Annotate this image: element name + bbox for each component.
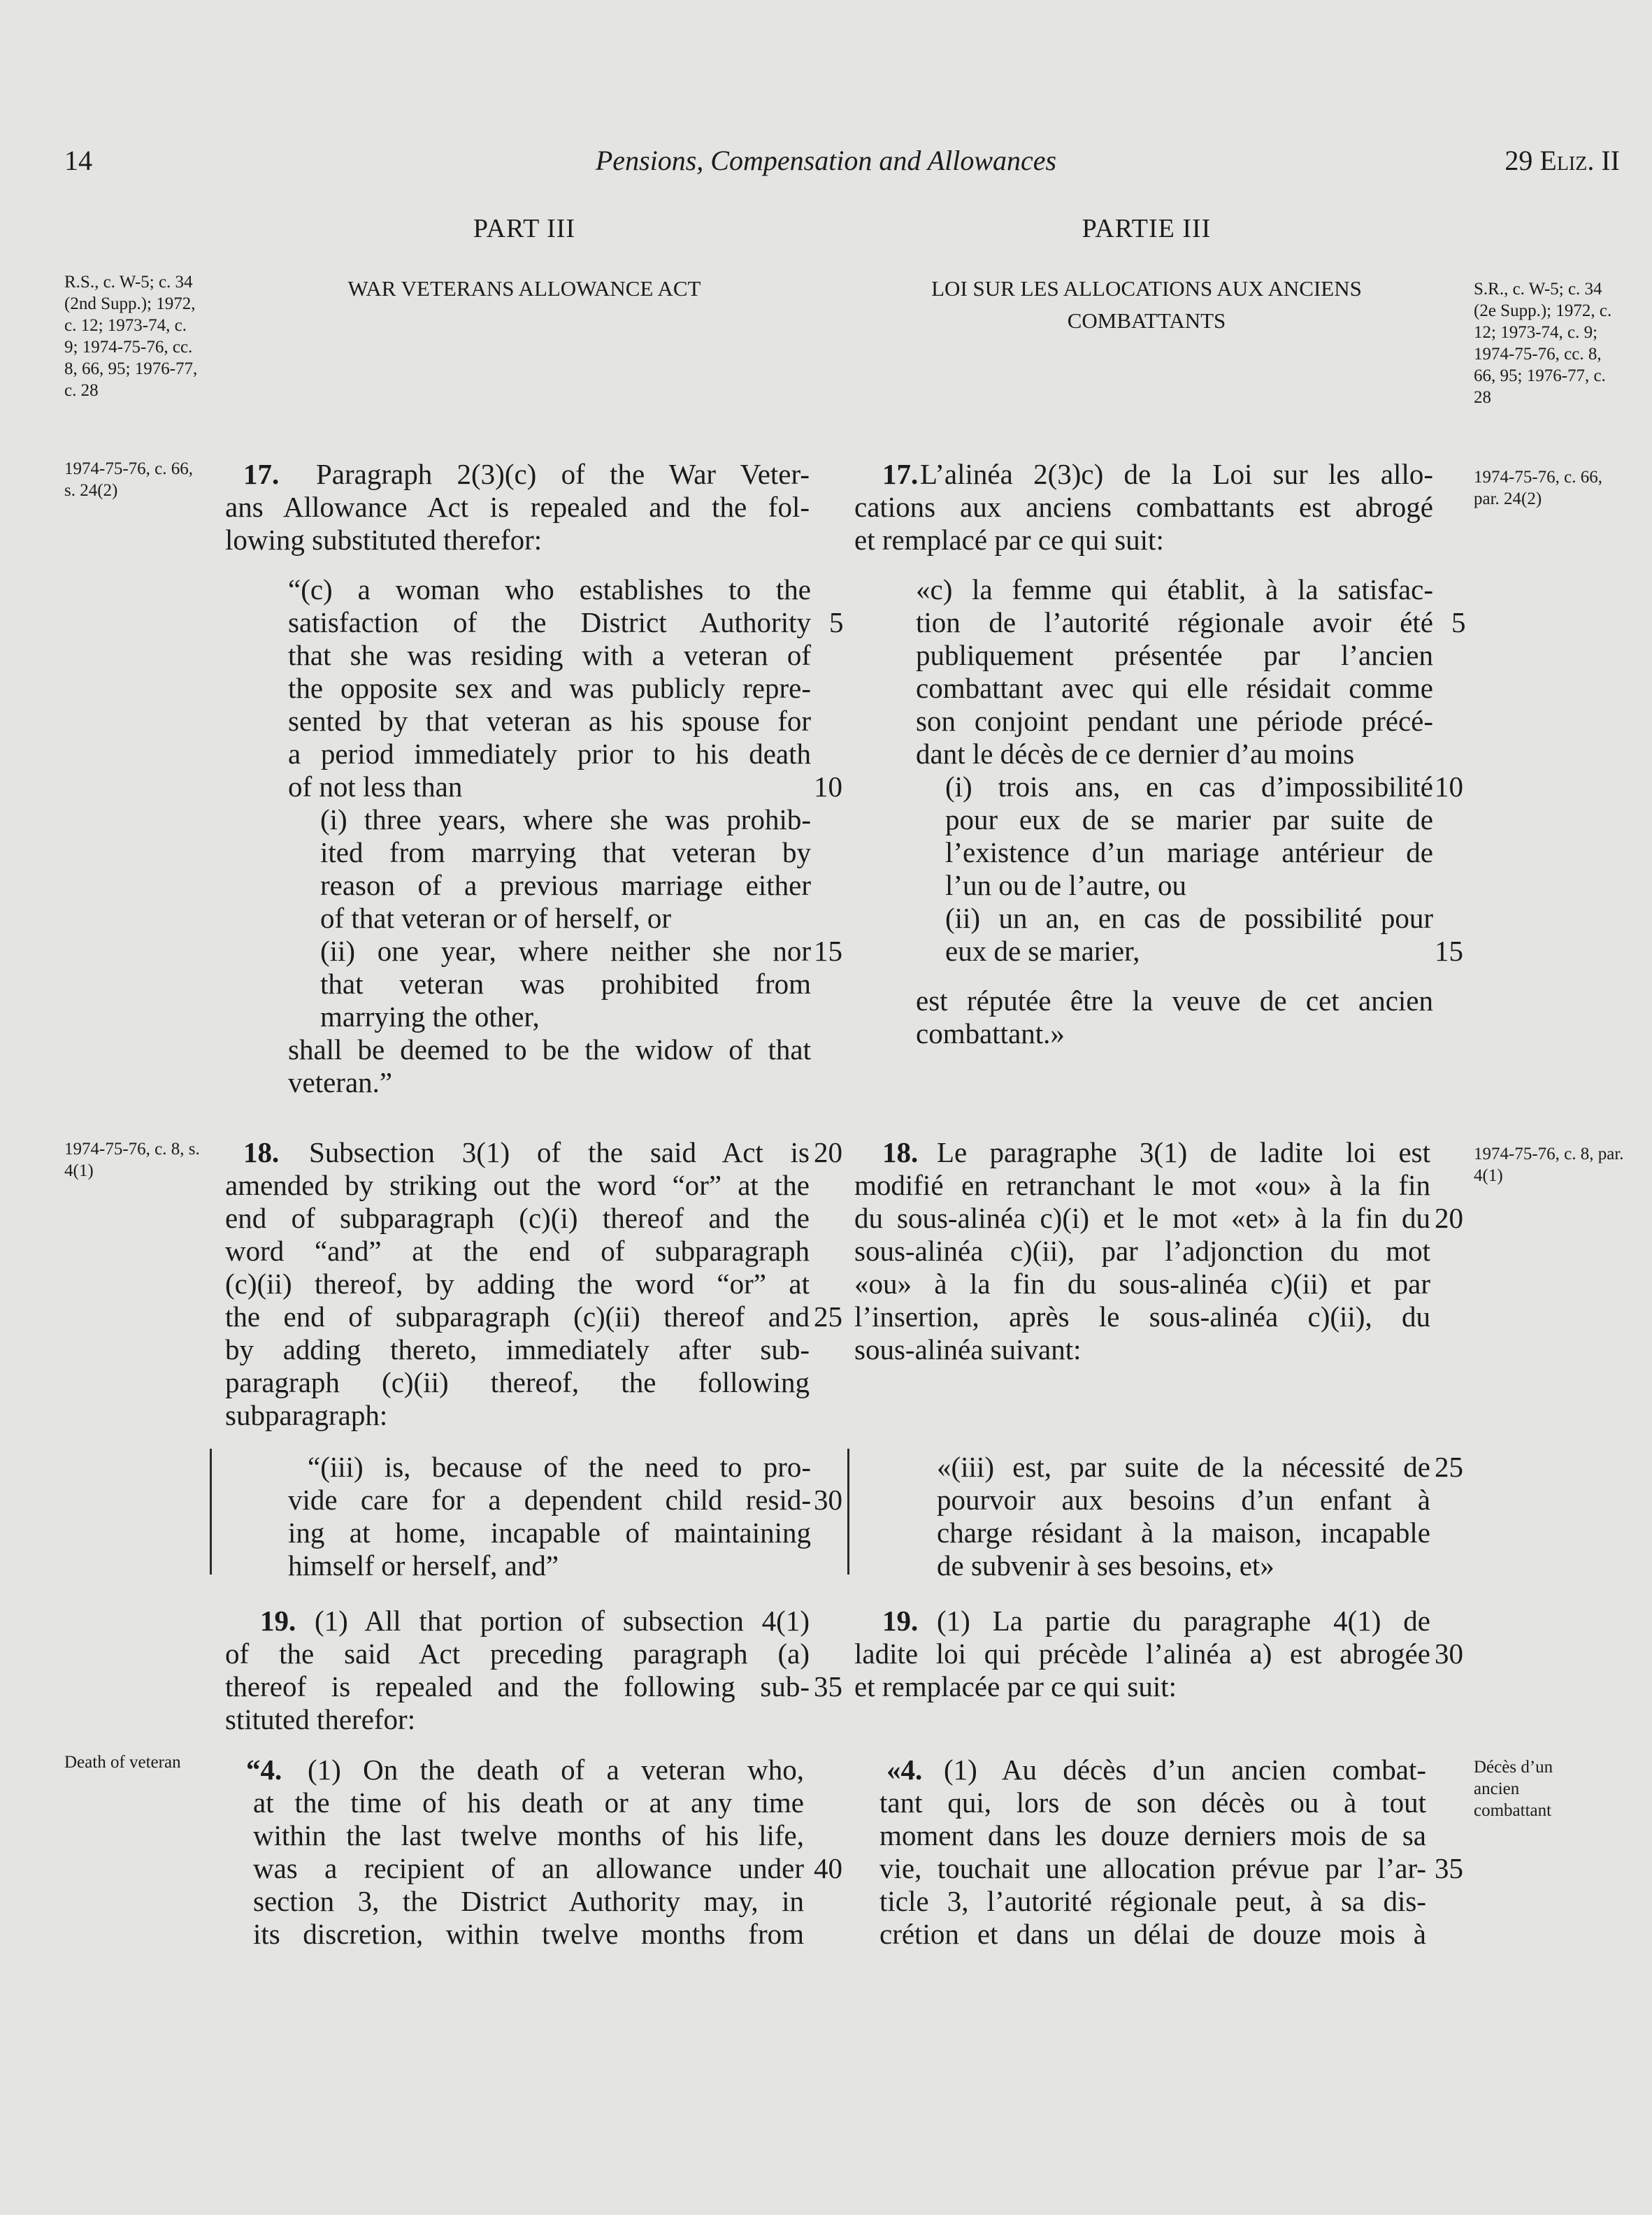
fr-sec19-quote-line: (1) Au décès d’un ancien combat- [944, 1754, 1426, 1786]
fr-sec17-line: cations aux anciens combattants est abrogé [854, 491, 1433, 523]
en-sec18-line: paragraph (c)(ii) thereof, the following [225, 1366, 810, 1398]
fr-sec17-quote-line: son conjoint pendant une période précé- [916, 705, 1433, 737]
fr-sec17-quote-line: l’un ou de l’autre, ou [945, 869, 1186, 901]
fr-sec17-quote-line: publiquement présentée par l’ancien [916, 639, 1433, 671]
fr-sec18-quote-line: «(iii) est, par suite de la nécessité de [937, 1451, 1430, 1483]
en-sec19-quote-line: section 3, the District Authority may, in [253, 1885, 804, 1917]
en-sec17-line: Paragraph 2(3)(c) of the War Veter- [316, 458, 810, 490]
fr-margin-note-death: Décès d’un ancien combattant [1474, 1758, 1553, 1820]
line-number: 15 [814, 935, 842, 967]
line-number: 20 [1435, 1202, 1463, 1234]
en-sec17-quote-line: veteran.” [288, 1066, 393, 1098]
en-sec19-quote-line: at the time of his death or at any time [253, 1786, 804, 1819]
fr-sec17-quote-line: l’existence d’un mariage antérieur de [945, 836, 1433, 868]
fr-sec18-line: modifié en retranchant le mot «ou» à la fin [854, 1169, 1430, 1201]
fr-margin-note-sec17: 1974-75-76, c. 66, par. 24(2) [1474, 468, 1602, 508]
en-sec19-quote-line: within the last twelve months of his life, [253, 1819, 804, 1851]
fr-sec19-quote-line: vie, touchait une allocation prévue par l’ar- [879, 1852, 1426, 1884]
fr-sec18-quote-line: de subvenir à ses besoins, et» [937, 1549, 1274, 1582]
en-act-title: WAR VETERANS ALLOWANCE ACT [347, 276, 701, 301]
line-number: 10 [1435, 770, 1463, 803]
en-sec17-quote-line: (i) three years, where she was prohib- [320, 803, 811, 836]
en-sec17-quote-line: sented by that veteran as his spouse for [288, 705, 811, 737]
en-sec19-line: (1) All that portion of subsection 4(1) [315, 1605, 810, 1637]
en-sec17-quote-line: ited from marrying that veteran by [320, 836, 811, 868]
fr-sec18-line: «ou» à la fin du sous-alinéa c)(ii) et par [854, 1268, 1430, 1300]
fr-sec19-quote-line: crétion et dans un délai de douze mois à [879, 1918, 1426, 1950]
en-sec18-line: Subsection 3(1) of the said Act is [309, 1136, 810, 1168]
running-title: Pensions, Compensation and Allowances [595, 145, 1057, 176]
fr-sec17-quote-line: pour eux de se marier par suite de [945, 803, 1433, 836]
fr-margin-note-sec18: 1974-75-76, c. 8, par. 4(1) [1474, 1145, 1624, 1185]
en-sec17-quote-line: of not less than [288, 770, 463, 803]
fr-change-bar [847, 1449, 849, 1575]
line-number: 20 [814, 1136, 842, 1168]
fr-sec17-quote-line: (ii) un an, en cas de possibilité pour [945, 902, 1433, 934]
fr-sec17-quote-line: tion de l’autorité régionale avoir été [916, 606, 1433, 638]
line-number: 5 [829, 606, 844, 638]
en-sec17-quote-line: that veteran was prohibited from [320, 968, 811, 1000]
fr-act-title: LOI SUR LES ALLOCATIONS AUX ANCIENS COMBATTANTS [931, 276, 1362, 333]
fr-sec17-quote-line: «c) la femme qui établit, à la satisfac- [916, 573, 1433, 605]
fr-sec19-line: (1) La partie du paragraphe 4(1) de [937, 1605, 1430, 1637]
fr-sec18-line: sous-alinéa c)(ii), par l’adjonction du mot [854, 1235, 1430, 1267]
en-sec19-line: of the said Act preceding paragraph (a) [225, 1637, 810, 1670]
en-sec18-line: by adding thereto, immediately after sub- [225, 1333, 810, 1365]
en-sec17-quote-line: a period immediately prior to his death [288, 738, 811, 770]
en-sec18-line: amended by striking out the word “or” at the [225, 1169, 810, 1201]
en-sec17-quote-line: the opposite sex and was publicly repre- [288, 672, 811, 704]
en-sec19-quote-number: “4. [246, 1754, 282, 1786]
en-margin-note-death: Death of veteran [64, 1753, 181, 1772]
line-number: 5 [1451, 606, 1466, 638]
line-number: 25 [1435, 1451, 1463, 1483]
page-number: 14 [64, 145, 92, 176]
regnal-year: 29 Eliz. II [1504, 145, 1620, 176]
en-sec18-line: end of subparagraph (c)(i) thereof and the [225, 1202, 810, 1234]
line-number: 10 [814, 770, 842, 803]
en-sec17-number: 17. [243, 458, 280, 490]
en-margin-note-sec18: 1974-75-76, c. 8, s. 4(1) [64, 1140, 200, 1180]
fr-sec19-number: 19. [882, 1605, 919, 1637]
fr-sec19-line: et remplacée par ce qui suit: [854, 1670, 1177, 1703]
en-sec19-quote-line: was a recipient of an allowance under [253, 1852, 804, 1884]
fr-part-heading: PARTIE III [1082, 214, 1212, 243]
en-change-bar [210, 1449, 212, 1575]
en-sec18-line: subparagraph: [225, 1399, 388, 1431]
en-sec17-quote-line: of that veteran or of herself, or [320, 902, 672, 934]
en-sec18-quote-line: ing at home, incapable of maintaining [288, 1517, 811, 1549]
line-number: 25 [814, 1300, 842, 1333]
fr-sec17-number: 17. [882, 458, 919, 490]
fr-sec17-quote-line: (i) trois ans, en cas d’impossibilité [945, 770, 1433, 803]
fr-sec19-quote-number: «4. [886, 1754, 923, 1786]
fr-sec18-quote-line: pourvoir aux besoins d’un enfant à [937, 1484, 1430, 1516]
en-part-heading: PART III [473, 214, 576, 243]
line-number: 40 [814, 1852, 842, 1884]
fr-sec19-quote-line: tant qui, lors de son décès ou à tout [879, 1786, 1426, 1819]
line-number: 30 [814, 1484, 842, 1516]
en-sec18-number: 18. [243, 1136, 280, 1168]
line-number: 35 [814, 1670, 842, 1703]
fr-sec18-number: 18. [882, 1136, 919, 1168]
fr-margin-note-authority: S.R., c. W-5; c. 34 (2e Supp.); 1972, c. 12; 1973-74, c. 9; 1974-75-76, cc. 8, 66, 95; 1976-77, c. 28 [1474, 280, 1612, 407]
fr-sec17-quote-line: dant le décès de ce dernier d’au moins [916, 738, 1355, 770]
fr-sec18-quote-line: charge résidant à la maison, incapable [937, 1517, 1430, 1549]
en-sec19-line: stituted therefor: [225, 1703, 416, 1735]
fr-sec17-line: et remplacé par ce qui suit: [854, 524, 1164, 556]
en-sec17-line: lowing substituted therefor: [225, 524, 543, 556]
en-sec17-quote-line: that she was residing with a veteran of [288, 639, 811, 671]
fr-sec18-line: l’insertion, après le sous-alinéa c)(ii), du [854, 1300, 1430, 1333]
en-sec17-quote-line: marrying the other, [320, 1001, 540, 1033]
en-sec17-quote-line: reason of a previous marriage either [320, 869, 811, 901]
en-sec17-quote-line: “(c) a woman who establishes to the [288, 573, 811, 605]
en-sec18-quote-line: “(iii) is, because of the need to pro- [308, 1451, 811, 1483]
en-sec17-quote-line: shall be deemed to be the widow of that [288, 1033, 811, 1066]
en-sec18-quote-line: himself or herself, and” [288, 1549, 559, 1582]
fr-sec18-line: sous-alinéa suivant: [854, 1333, 1082, 1365]
fr-sec18-line: du sous-alinéa c)(i) et le mot «et» à la fin du [854, 1202, 1430, 1234]
en-sec18-line: (c)(ii) thereof, by adding the word “or” at [225, 1268, 810, 1300]
fr-sec17-quote-line: combattant avec qui elle résidait comme [916, 672, 1433, 704]
en-margin-note-authority: R.S., c. W-5; c. 34 (2nd Supp.); 1972, c. 12; 1973-74, c. 9; 1974-75-76, cc. 8, 66, 95; 1976-77, c. 28 [64, 273, 198, 400]
line-number: 35 [1435, 1852, 1463, 1884]
en-sec19-number: 19. [260, 1605, 296, 1637]
en-sec19-line: thereof is repealed and the following sub- [225, 1670, 810, 1703]
line-number: 15 [1435, 935, 1463, 967]
en-margin-note-sec17: 1974-75-76, c. 66, s. 24(2) [64, 459, 193, 500]
en-sec17-line: ans Allowance Act is repealed and the fol- [225, 491, 810, 523]
en-sec18-line: word “and” at the end of subparagraph [225, 1235, 810, 1267]
line-number: 30 [1435, 1637, 1463, 1670]
en-sec17-quote-line: (ii) one year, where neither she nor [320, 935, 811, 967]
fr-sec19-line: ladite loi qui précède l’alinéa a) est abrogée [854, 1637, 1430, 1670]
fr-sec17-quote-line: eux de se marier, [945, 935, 1140, 967]
en-sec18-line: the end of subparagraph (c)(ii) thereof and [225, 1300, 810, 1333]
en-sec17-quote-line: satisfaction of the District Authority [288, 606, 811, 638]
en-sec19-quote-line: (1) On the death of a veteran who, [308, 1754, 804, 1786]
en-sec18-quote-line: vide care for a dependent child resid- [288, 1484, 811, 1516]
en-sec19-quote-line: its discretion, within twelve months from [253, 1918, 804, 1950]
fr-sec19-quote-line: ticle 3, l’autorité régionale peut, à sa dis- [879, 1885, 1426, 1917]
fr-sec17-quote-line: combattant.» [916, 1017, 1065, 1049]
fr-sec17-line: L’alinéa 2(3)c) de la Loi sur les allo- [920, 458, 1433, 490]
fr-sec18-line: Le paragraphe 3(1) de ladite loi est [937, 1136, 1430, 1168]
fr-sec17-quote-line: est réputée être la veuve de cet ancien [916, 984, 1433, 1017]
fr-sec19-quote-line: moment dans les douze derniers mois de sa [879, 1819, 1426, 1851]
